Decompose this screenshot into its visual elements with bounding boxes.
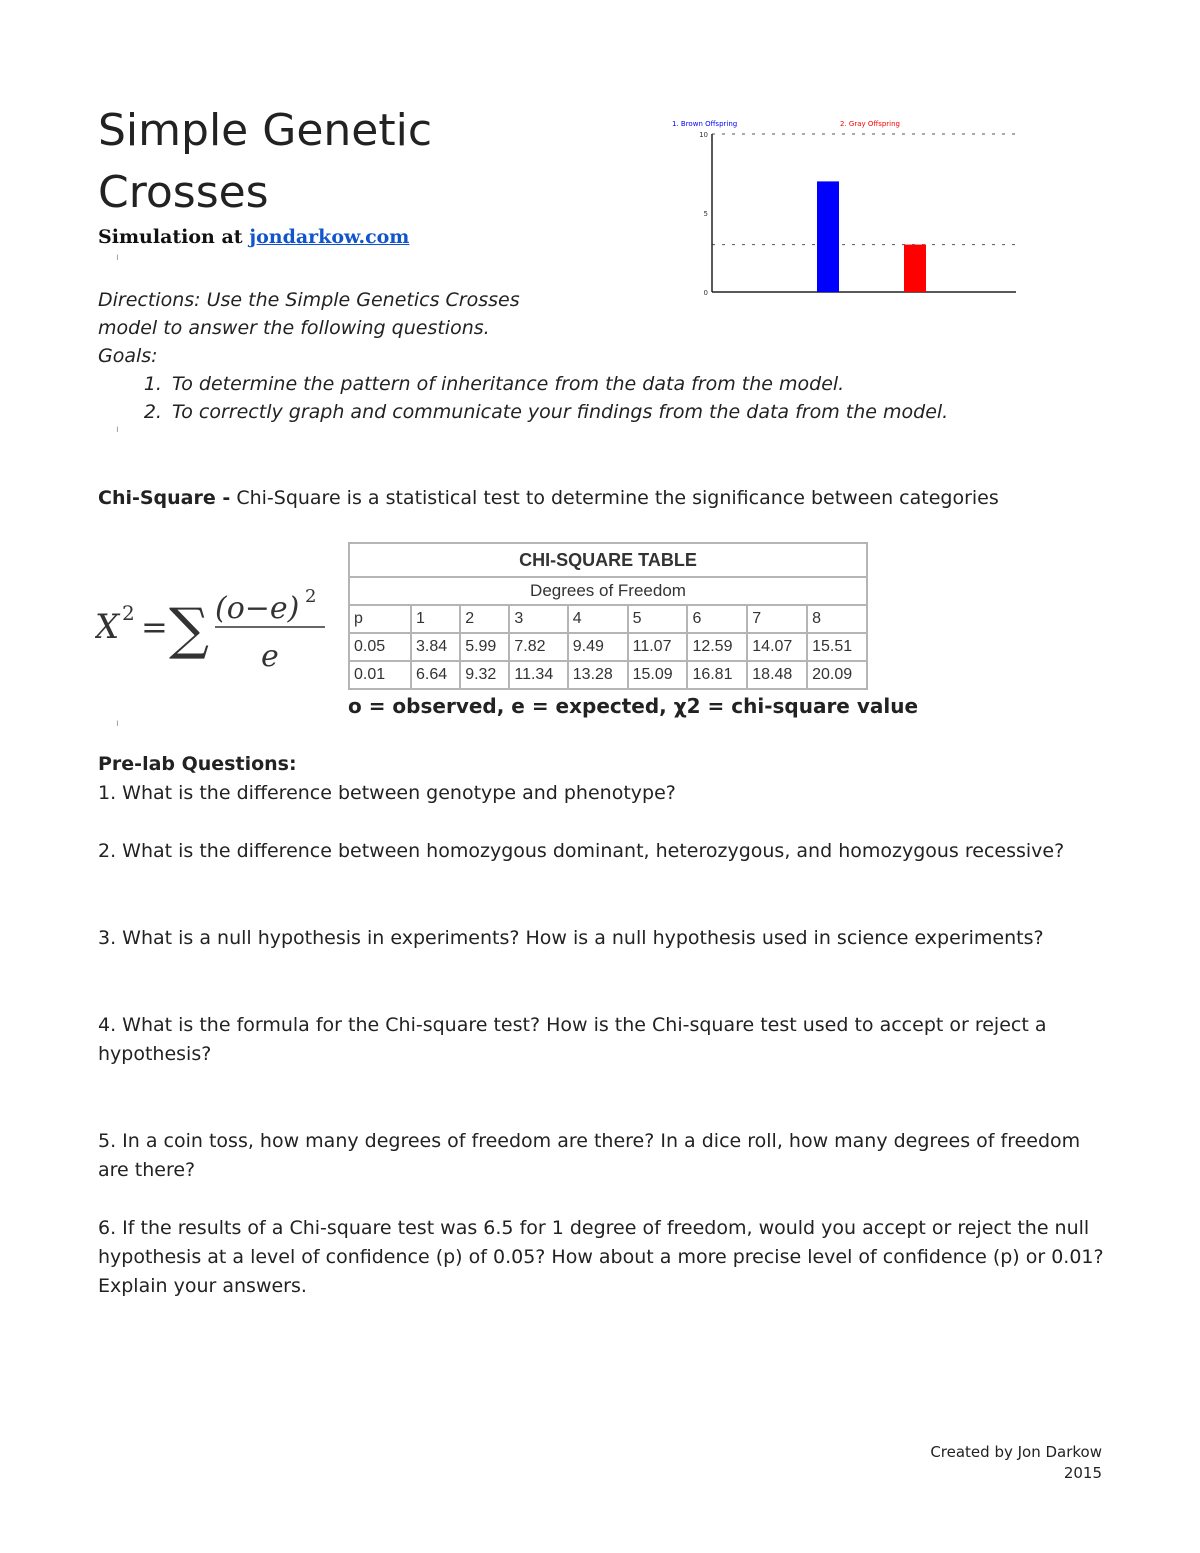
table-header-row [349, 605, 867, 633]
simulation-prefix: Simulation at [98, 226, 243, 248]
simulation-line [98, 226, 409, 248]
table-cell: 9.49 [568, 633, 628, 661]
goal-item: 1. To determine the pattern of inheritance from the data from the model. [168, 370, 948, 398]
chi-square-heading: Chi-Square - [98, 487, 231, 509]
formula-numerator: (o−e) [215, 591, 300, 626]
table-cell: 3.84 [411, 633, 460, 661]
formula-equals: = [141, 608, 168, 646]
table-cell: 5 [628, 605, 688, 633]
table-cell: 6.64 [411, 661, 460, 689]
chi-square-table [348, 542, 868, 690]
footer-author: Created by Jon Darkow [930, 1443, 1102, 1461]
directions [98, 286, 520, 370]
table-cell: 6 [687, 605, 747, 633]
formula-x: X [95, 607, 120, 647]
prelab-section [98, 750, 1108, 1301]
legend-label: 2. Gray Offspring [840, 120, 900, 128]
table-cell: 9.32 [460, 661, 509, 689]
table-cell: 14.07 [747, 633, 807, 661]
sigma-icon: ∑ [169, 597, 209, 662]
table-cell: 18.48 [747, 661, 807, 689]
question-1: 1. What is the difference between genotype and phenotype? [98, 782, 676, 804]
directions-line-2: model to answer the following questions. [98, 317, 490, 339]
formula-exponent: 2 [122, 601, 135, 625]
table-cell: 0.05 [349, 633, 411, 661]
table-cell: 4 [568, 605, 628, 633]
goals-label: Goals: [98, 345, 158, 367]
paragraph-mark: ı [116, 718, 119, 729]
formula-denominator: e [261, 639, 279, 674]
question-2: 2. What is the difference between homozygous dominant, heterozygous, and homozygous recessive? [98, 840, 1065, 862]
goal-item: 2. To correctly graph and communicate your findings from the data from the model. [168, 398, 948, 426]
question-5: 5. In a coin toss, how many degrees of freedom are there? In a dice roll, how many degrees of freedom are there? [98, 1130, 1081, 1181]
table-cell: p [349, 605, 411, 633]
y-tick-label: 5 [703, 210, 708, 218]
goals-list [98, 370, 948, 426]
footer-year: 2015 [1063, 1464, 1102, 1482]
table-cell: 7.82 [509, 633, 567, 661]
table-title: CHI-SQUARE TABLE [349, 543, 867, 577]
chi-square-definition [98, 484, 1028, 513]
bar [817, 181, 839, 292]
table-cell: 11.34 [509, 661, 567, 689]
paragraph-mark: ı [116, 424, 119, 435]
table-cell: 0.01 [349, 661, 411, 689]
table-cell: 15.51 [807, 633, 867, 661]
chi-square-legend: o = observed, e = expected, χ2 = chi-square value [348, 694, 919, 718]
title-line-1: Simple Genetic [98, 105, 433, 156]
offspring-chart [660, 110, 1030, 305]
table-cell: 7 [747, 605, 807, 633]
formula-num-exponent: 2 [305, 586, 317, 607]
question-3: 3. What is a null hypothesis in experiments? How is a null hypothesis used in science experiments? [98, 927, 1044, 949]
table-cell: 16.81 [687, 661, 747, 689]
title-line-2: Crosses [98, 167, 269, 218]
table-cell: 20.09 [807, 661, 867, 689]
legend-label: 1. Brown Offspring [672, 120, 738, 128]
prelab-heading: Pre-lab Questions: [98, 753, 297, 775]
page-title [98, 100, 432, 224]
table-cell: 12.59 [687, 633, 747, 661]
table-cell: 1 [411, 605, 460, 633]
question-4: 4. What is the formula for the Chi-square test? How is the Chi-square test used to accept or reject a hypothesis? [98, 1014, 1047, 1065]
table-subtitle: Degrees of Freedom [349, 577, 867, 605]
bar [904, 245, 926, 292]
table-cell: 11.07 [628, 633, 688, 661]
table-cell: 8 [807, 605, 867, 633]
table-row [349, 661, 867, 689]
table-cell: 2 [460, 605, 509, 633]
table-cell: 3 [509, 605, 567, 633]
chi-square-formula [95, 568, 335, 678]
y-tick-label: 10 [699, 131, 708, 139]
question-6: 6. If the results of a Chi-square test was 6.5 for 1 degree of freedom, would you accept or reject the null hypothesis at a level of confidence (p) of 0.05? How about a more precise level of confidence (p) or 0.01? Explain your answers. [98, 1217, 1104, 1297]
table-cell: 5.99 [460, 633, 509, 661]
table-cell: 13.28 [568, 661, 628, 689]
y-tick-label: 0 [703, 289, 708, 297]
simulation-link[interactable]: jondarkow.com [249, 226, 410, 248]
table-row [349, 633, 867, 661]
paragraph-mark: ı [116, 252, 119, 263]
chi-square-text: Chi-Square is a statistical test to determine the significance between categories [236, 487, 999, 509]
directions-line-1: Directions: Use the Simple Genetics Crosses [98, 289, 520, 311]
footer-credit [930, 1442, 1102, 1484]
table-cell: 15.09 [628, 661, 688, 689]
